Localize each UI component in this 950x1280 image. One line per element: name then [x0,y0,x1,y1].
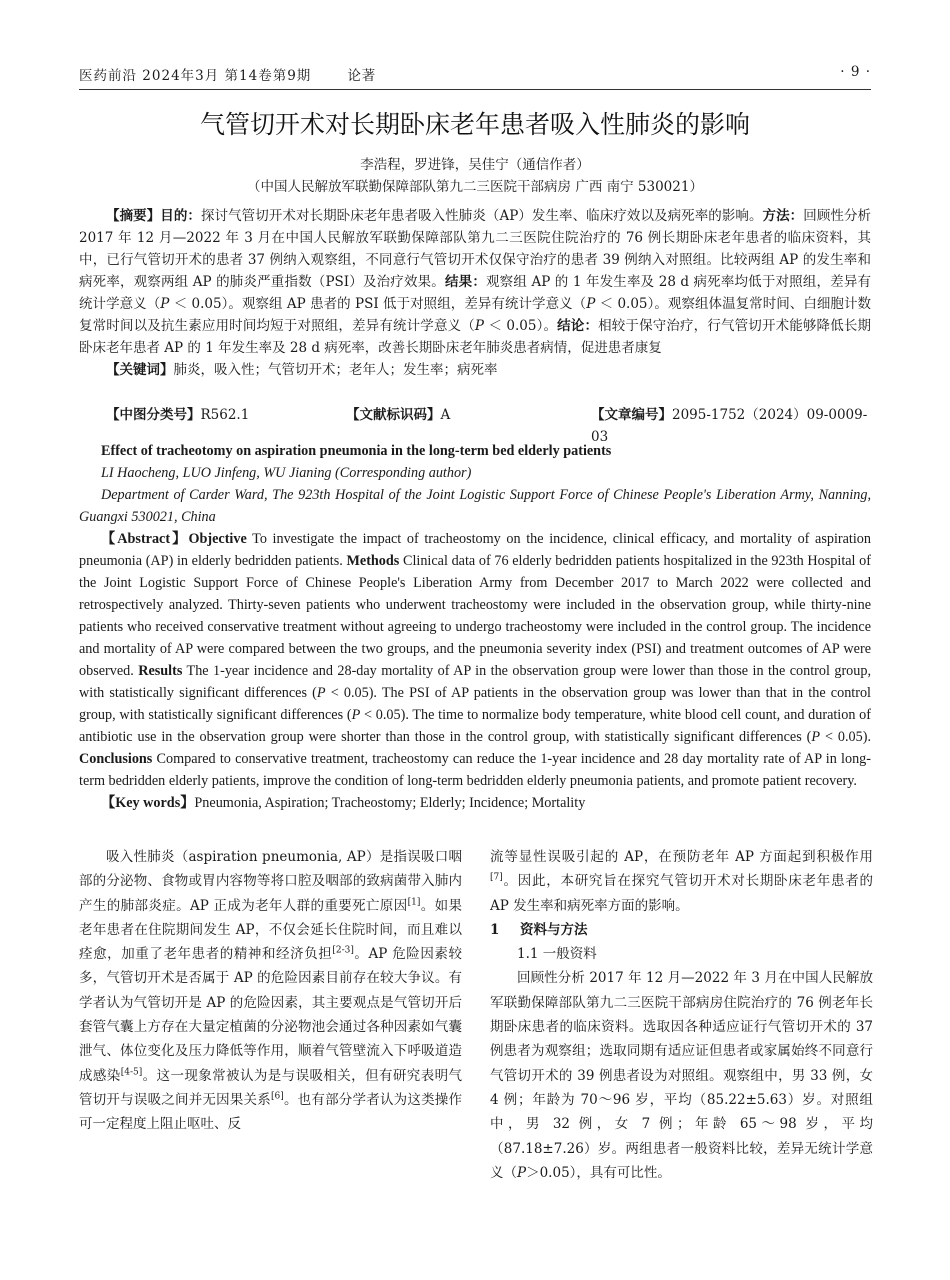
results-text: < 0.05). The PSI of AP patients in the observation group was lower than that in the control group, with statistically significant differences ( [79,685,871,723]
document-code [346,404,450,426]
objective-label: Objective [188,531,247,547]
citation: [7] [490,872,503,883]
left-column [79,845,462,1137]
body-text: 。AP 危险因素较多，气管切开术是否属于 AP 的危险因素目前存在较大争议。有学者认为气管切开是 AP 的危险因素，其主要观点是气管切开后套管气囊上方存在大量定植菌的分泌物池会通过各种因素如气囊泄气、体位变化及压力降低等作用，顺着气管壁流入下呼吸道造成感染 [79,946,463,1084]
methods-label: 方法： [762,208,804,224]
keywords-line [79,359,871,381]
article-label: 【文章编号】 [591,407,672,423]
citation: [2-3] [332,945,354,956]
chinese-abstract [79,205,871,381]
keywords-text: Pneumonia, Aspiration; Tracheostomy; Elderly; Incidence; Mortality [194,795,586,811]
methods-text: 回顾性分析 2017 年 12 月—2022 年 3 月在中国人民解放军联勤保障部队第九二三医院住院治疗的 76 例长期卧床老年患者的临床资料，其中，已行气管切开术的患者 37 例纳入观察组，不同意行气管切开术仅保守治疗的患者 39 例纳入对照组。比较两组 AP 的发生率和病死率，观察两组 AP 的肺炎严重指数（PSI）及治疗效果。 [79,208,872,290]
body-text: 。如果老年患者在住院期间发生 AP，不仅会延长住院时间，而且难以痊愈，加重了老年患者的精神和经济负担 [79,897,463,963]
methods-text: Clinical data of 76 elderly bedridden patients hospitalized in the 923th Hospital of the Joint Logistic Support Force of Chinese People's Liberation Army from December 2017 to March 2022 were collected and retrospectively analyzed. Thirty-seven patients who underwent tracheostomy were included in the observation group, while thirty-nine patients who received conservative treatment without agreeing to undergo tracheostomy were included in the control group. The incidence and mortality of AP were compared between the two groups, and the pneumonia severity index (PSI) and treatment outcomes of AP were observed. [79,553,871,679]
p-symbol: P [351,707,361,723]
conclusion-text: 相较于保守治疗，行气管切开术能够降低长期卧床老年患者 AP 的 1 年发生率及 28 d 病死率，改善长期卧床老年肺炎患者病情，促进患者康复 [79,318,872,356]
classification-line [79,404,871,445]
results-label: Results [138,663,183,679]
results-text: The 1-year incidence and 28-day mortality of AP in the observation group were lower than those in the control group, with statistically significant differences ( [79,663,871,701]
conclusions-text: Compared to conservative treatment, tracheostomy can reduce the 1-year incidence and 28 day mortality rate of AP in long-term bedridden elderly patients, improve the condition of long-term bedridden elderly pneumonia patients, and promote patient recovery. [79,751,871,789]
conclusion-label: 结论： [557,318,599,334]
keywords-text: 肺炎，吸入性；气管切开术；老年人；发生率；病死率 [173,362,498,378]
running-header [79,64,871,84]
p-symbol: P [474,318,484,334]
results-text: ＜ 0.05）。观察组体温复常时间、白细胞计数复常时间以及抗生素应用时间均短于对照组，差异有统计学意义（ [79,296,872,334]
abstract-paragraph [79,205,871,359]
abstract-label: 【Abstract】 [101,531,189,547]
body-text: 。这一现象常被认为是与误吸相关，但有研究表明气管切开与误吸之间并无因果关系 [79,1067,463,1108]
english-affiliation: Department of Carder Ward, The 923th Hospital of the Joint Logistic Support Force of Chinese People's Liberation Army, Nanning, Guangxi 530021, China [79,487,871,525]
results-text: ＜ 0.05）。观察组 AP 患者的 PSI 低于对照组，差异有统计学意义（ [169,296,587,312]
section-heading [490,918,873,942]
page-number: · 9 · [840,64,871,80]
author-affiliation: （中国人民解放军联勤保障部队第九二三医院干部病房 广西 南宁 530021） [247,179,703,195]
body-text: 流等显性误吸引起的 AP，在预防老年 AP 方面起到积极作用 [490,849,873,865]
clc-value: R562.1 [200,407,250,423]
conclusions-label: Conclusions [79,751,153,767]
citation: [1] [407,897,421,908]
body-text: 。因此，本研究旨在探究气管切开术对长期卧床老年患者的 AP 发生率和病死率方面的影响。 [490,873,873,914]
clc-label: 【中图分类号】 [106,407,201,423]
section-number: 1 [490,921,500,938]
p-symbol: P [586,296,596,312]
clc-number [106,404,249,426]
english-keywords [79,792,871,814]
doc-label: 【文献标识码】 [346,407,441,423]
english-abstract-paragraph [79,528,871,792]
objective-text: 探讨气管切开术对长期卧床老年患者吸入性肺炎（AP）发生率、临床疗效以及病死率的影响。 [200,208,763,224]
objective-label: 目的： [160,208,201,224]
english-abstract [79,440,871,814]
methods-label: Methods [346,553,400,569]
section-title: 资料与方法 [520,921,588,938]
objective-text: To investigate the impact of tracheostomy on the incidence, clinical efficacy, and mortality of aspiration pneumonia (AP) in elderly bedridden patients. [79,531,871,569]
body-text: ＞0.05），具有可比性。 [526,1164,671,1181]
results-text: 观察组 AP 的 1 年发生率及 28 d 病死率均低于对照组，差异有统计学意义（ [79,274,872,312]
journal-name: 医药前沿 [79,68,137,84]
doc-value: A [440,407,451,423]
body-text: 。也有部分学者认为这类操作可一定程度上阻止呕吐、反 [79,1091,463,1133]
abstract-label: 【摘要】 [106,208,161,224]
header-left [79,64,376,84]
results-text: ＜ 0.05）。 [484,318,558,334]
p-symbol: P [160,296,170,312]
english-title: Effect of tracheotomy on aspiration pneumonia in the long-term bed elderly patients [101,443,612,459]
section-name: 论著 [347,68,377,84]
author-list: 李浩程，罗进锋，吴佳宁（通信作者） [360,157,590,173]
citation: [6] [270,1091,284,1102]
subsection-heading: 1.1 一般资料 [517,946,597,963]
intro-continued [490,845,873,918]
methods-paragraph [490,966,873,1185]
issue-info: 2024年3月 第14卷第9期 [142,68,312,84]
citation: [4-5] [120,1067,143,1078]
p-symbol: P [316,685,326,701]
english-authors: LI Haocheng, LUO Jinfeng, WU Jianing (Corresponding author) [101,465,472,481]
p-symbol: P [811,729,821,745]
header-divider [79,89,871,90]
right-column [490,845,873,1185]
results-text: < 0.05). [820,729,871,745]
keywords-label: 【Key words】 [101,795,195,811]
article-page [79,0,871,1280]
keywords-label: 【关键词】 [106,362,174,378]
results-text: < 0.05). The time to normalize body temperature, white blood cell count, and duration of antibiotic use in the observation group were shorter than those in the control group, with statistically significant differences ( [79,707,872,745]
intro-paragraph [79,845,462,1137]
body-text: 吸入性肺炎（aspiration pneumonia, AP）是指误吸口咽部的分泌物、食物或胃内容物等将口腔及咽部的致病菌带入肺内产生的肺部炎症。AP 正成为老年人群的重要死亡原因 [79,849,462,914]
article-title: 气管切开术对长期卧床老年患者吸入性肺炎的影响 [199,110,750,139]
p-symbol: P [517,1164,527,1181]
article-value: 2095-1752（2024）09-0009-03 [591,407,868,445]
body-text: 回顾性分析 2017 年 12 月—2022 年 3 月在中国人民解放军联勤保障部队第九二三医院干部病房住院治疗的 76 例老年长期卧床患者的临床资料。选取因各种适应证行气管切开术的 37 例患者为观察组；选取同期有适应证但患者或家属始终不同意行气管切开术的 39 例患者设为对照组。观察组中，男 33 例，女 4 例；年龄为 70～96 岁，平均（85.22±5.63）岁。对照组中，男 32 例，女 7 例；年龄 65～98 岁，平均（87.18±7.26）岁。两组患者一般资料比较，差异无统计学意义（ [490,970,873,1181]
results-label: 结果： [444,274,486,290]
